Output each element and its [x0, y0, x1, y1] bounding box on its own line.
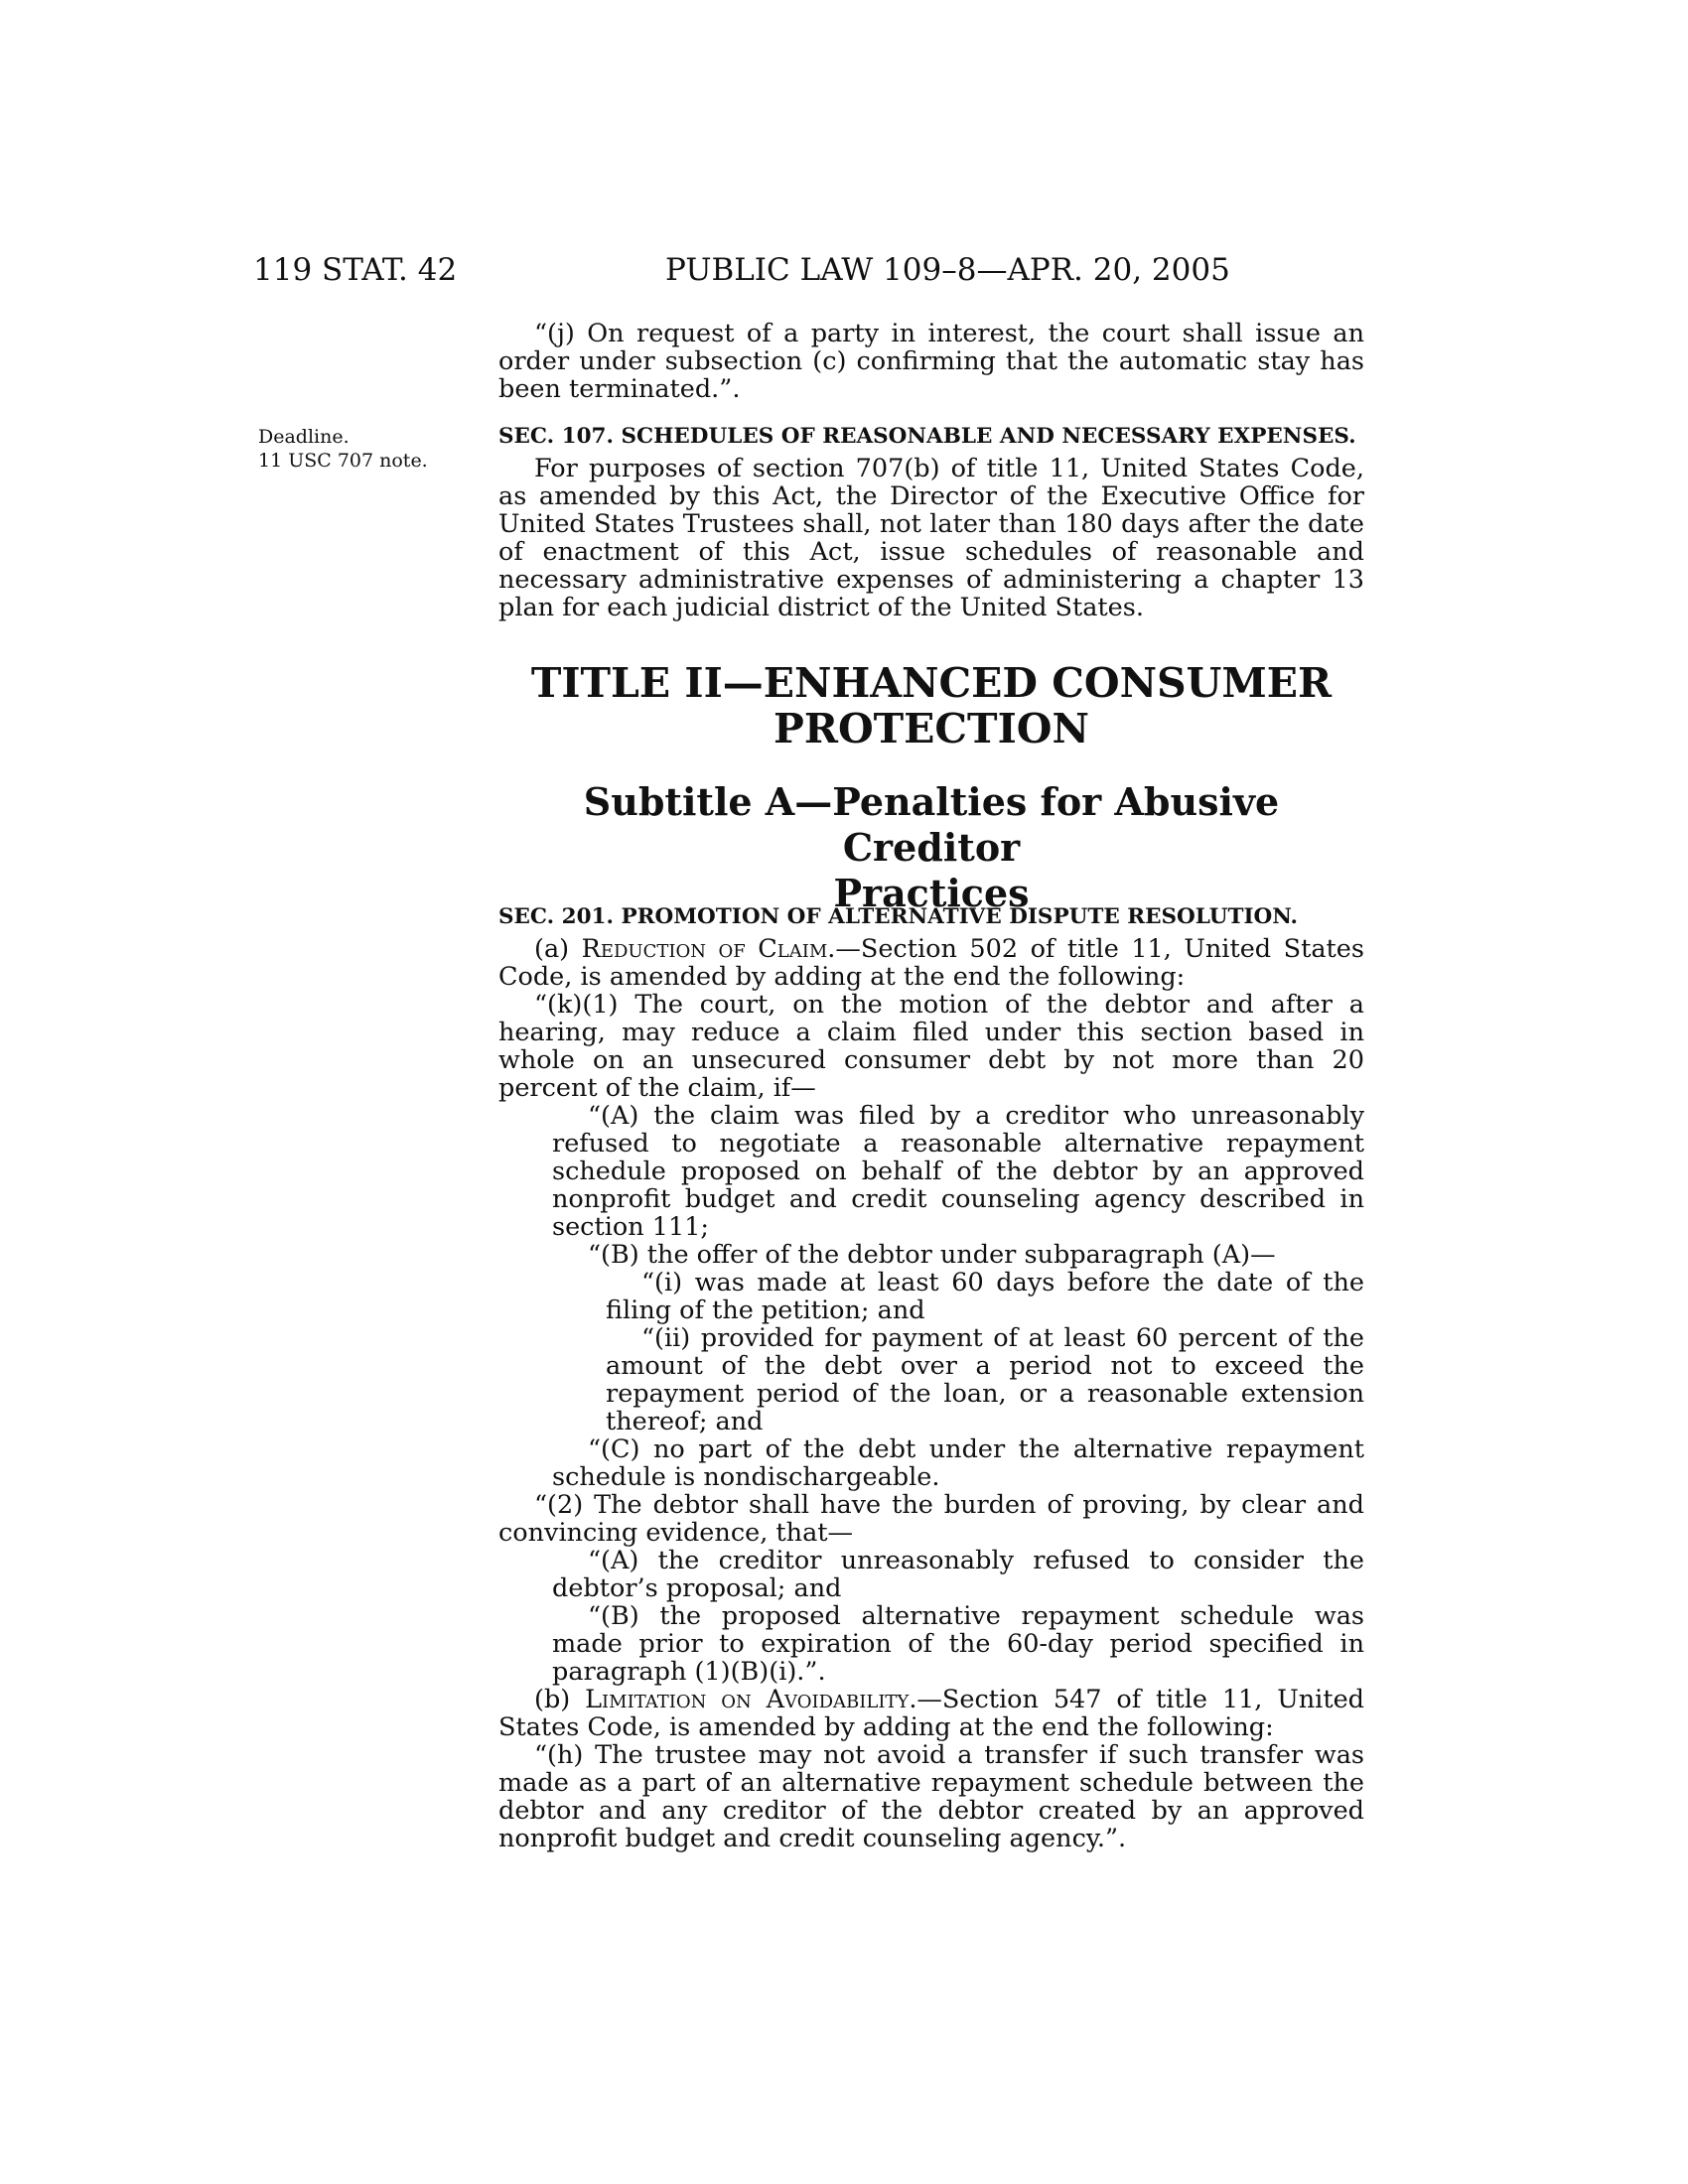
subsection-b-label: (b) [534, 1685, 586, 1714]
title-ii-heading [498, 660, 1364, 751]
margin-note-usc: 11 USC 707 note. [258, 450, 428, 472]
paragraph-k1-A: “(A) the claim was filed by a creditor who unreasonably refused to negotiate a reasonable alternative repayment schedule proposed on behalf of the debtor by an approved nonprofit budget and credit counseling agency described in section 111; [552, 1101, 1364, 1242]
paragraph-k1-C: “(C) no part of the debt under the alternative repayment schedule is nondischargeable. [552, 1434, 1364, 1492]
paragraph-k1-B-ii: “(ii) provided for payment of at least 60 percent of the amount of the debt over a period not to exceed the repayment period of the loan, or a reasonable extension thereof; and [606, 1323, 1364, 1436]
section-201-heading: SEC. 201. PROMOTION OF ALTERNATIVE DISPUTE RESOLUTION. [498, 904, 1298, 929]
subsection-b-caption: Limitation on Avoidability [585, 1685, 910, 1714]
subtitle-a-heading [498, 779, 1364, 916]
paragraph-k2: “(2) The debtor shall have the burden of proving, by clear and convincing evidence, that— [498, 1490, 1364, 1548]
section-201 [498, 903, 1364, 1852]
paragraph-k1: “(k)(1) The court, on the motion of the debtor and after a hearing, may reduce a claim filed under this section based in whole on an unsecured consumer debt by not more than 20 percent of the claim, if— [498, 990, 1364, 1103]
subsection-a [498, 935, 1364, 991]
subtitle-a-line-2: Practices [833, 871, 1030, 915]
public-law-header: PUBLIC LAW 109–8—APR. 20, 2005 [665, 252, 1230, 288]
subsection-a-label: (a) [534, 934, 582, 964]
section-107-heading: SEC. 107. SCHEDULES OF REASONABLE AND NECESSARY EXPENSES. [498, 424, 1356, 449]
paragraph-j-block [498, 320, 1364, 403]
section-107 [498, 423, 1364, 621]
subsection-a-text: .—Section 502 of title 11, United States Code, is amended by adding at the end the following: [498, 934, 1364, 992]
section-107-text: For purposes of section 707(b) of title 11, United States Code, as amended by this Act, the Director of the Executive Office for United States Trustees shall, not later than 180 days after the date of enactment of this Act, issue schedules of reasonable and necessary administrative expenses of administering a chapter 13 plan for each judicial district of the United States. [498, 454, 1364, 622]
subsection-b [498, 1686, 1364, 1741]
subsection-a-caption: Reduction of Claim [581, 934, 828, 964]
subsection-b-text: .—Section 547 of title 11, United States Code, is amended by adding at the end the following: [498, 1685, 1364, 1742]
paragraph-k2-B: “(B) the proposed alternative repayment schedule was made prior to expiration of the 60-day period specified in paragraph (1)(B)(i).”. [552, 1601, 1364, 1687]
paragraph-k1-B: “(B) the offer of the debtor under subparagraph (A)— [588, 1240, 1276, 1270]
paragraph-k2-A: “(A) the creditor unreasonably refused to consider the debtor’s proposal; and [552, 1546, 1364, 1603]
paragraph-k1-B-i: “(i) was made at least 60 days before the date of the filing of the petition; and [606, 1268, 1364, 1325]
title-ii-line-1: TITLE II—ENHANCED CONSUMER [530, 659, 1333, 707]
margin-note-deadline: Deadline. [258, 426, 350, 448]
paragraph-j: “(j) On request of a party in interest, the court shall issue an order under subsection (c) confirming that the automatic stay has been terminated.”. [498, 319, 1364, 404]
paragraph-h: “(h) The trustee may not avoid a transfer if such transfer was made as a part of an alternative repayment schedule between the debtor and any creditor of the debtor created by an approved nonprofit budget and credit counseling agency.”. [498, 1740, 1364, 1853]
page-stat-reference: 119 STAT. 42 [253, 252, 458, 288]
subtitle-a-line-1: Subtitle A—Penalties for Abusive Creditor [583, 779, 1280, 870]
title-ii-line-2: PROTECTION [774, 705, 1089, 752]
